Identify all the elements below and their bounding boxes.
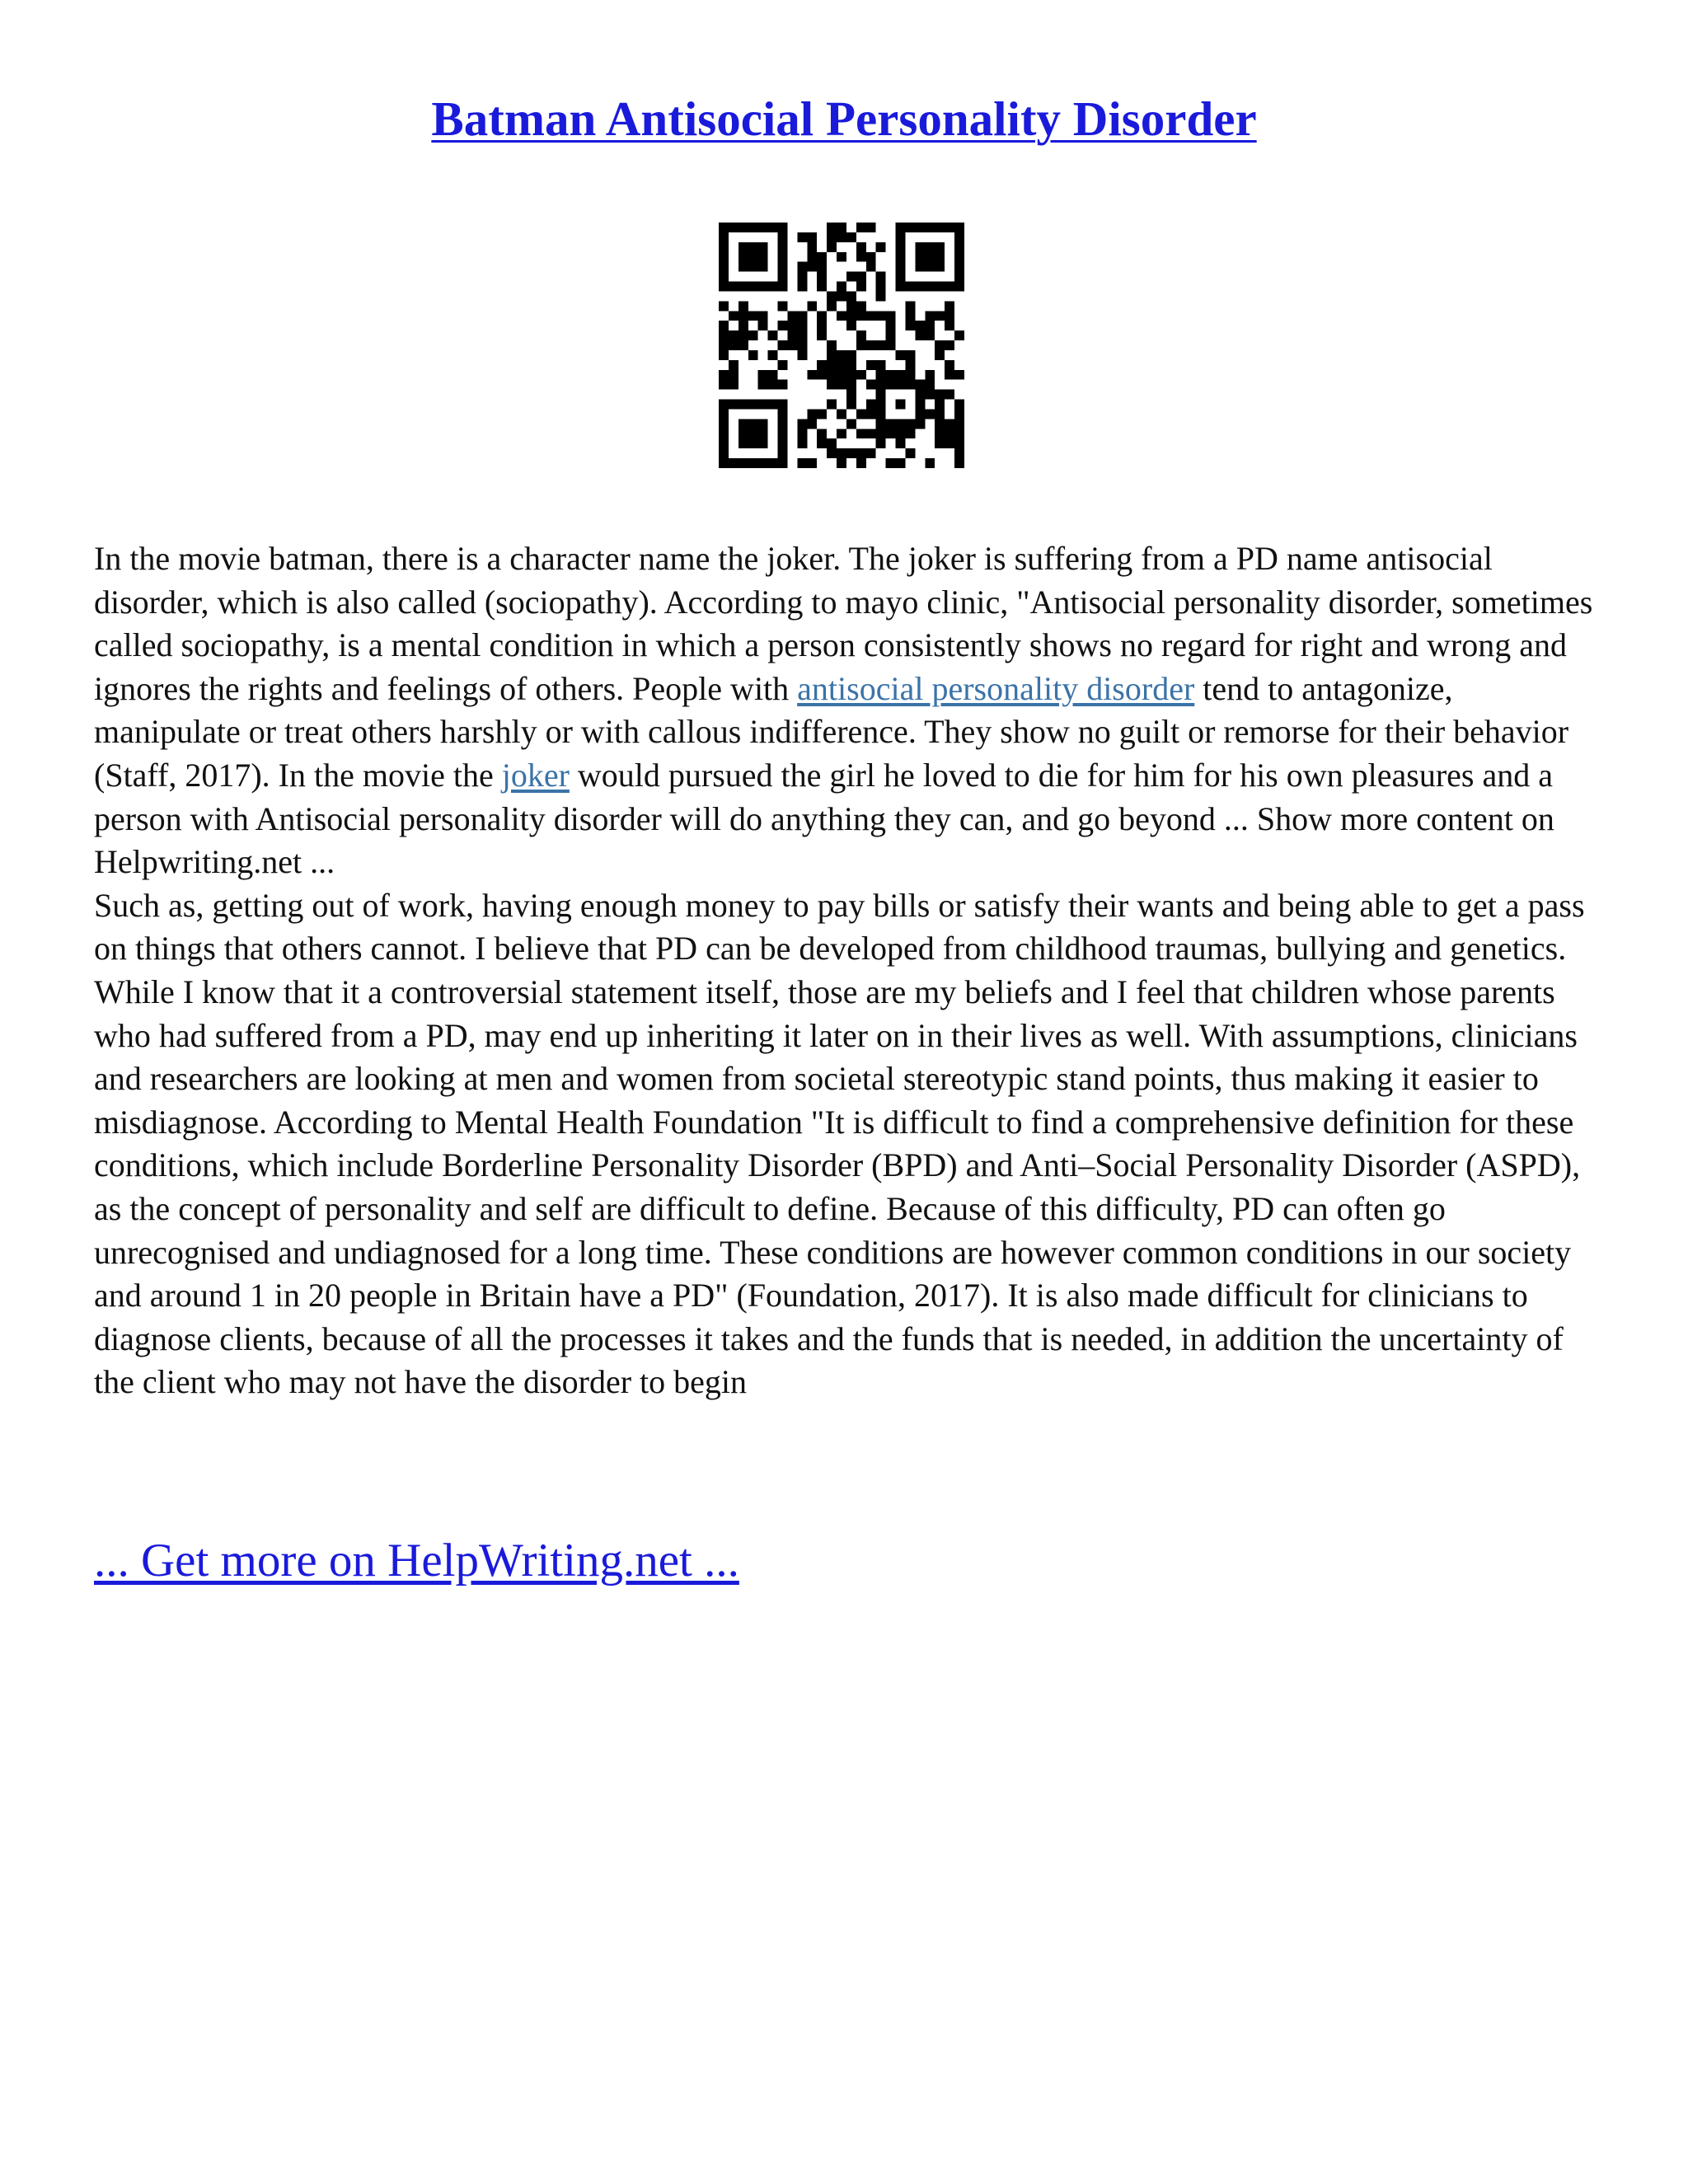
paragraph-1-text-a: In the movie batman, there is a character name the joker. The joker is suffering from a PD name antisocial disorder, which is also called (sociopathy). According to mayo clinic, "Antisocial personality disorder, sometimes called sociopathy, is a mental condition in which a person consistently shows no regard for right and wrong and ignores the rights and feelings of others. People with bbox=[94, 540, 1593, 707]
qr-code-graphic bbox=[719, 223, 964, 468]
paragraph-1 bbox=[94, 537, 1602, 884]
paragraph-1-text-c: would pursued the girl he loved to die for him for his own pleasures and a person with Antisocial personality disorder will do anything they can, and go beyond ... Show more content on Helpwriting.net ... bbox=[94, 756, 1554, 881]
article-body bbox=[94, 537, 1602, 1404]
paragraph-1-text-b: tend to antagonize, manipulate or treat others harshly or with callous indifference. They show no guilt or remorse for their behavior (Staff, 2017). In the movie the bbox=[94, 669, 1569, 794]
qr-code bbox=[719, 223, 964, 468]
get-more-link[interactable]: ... Get more on HelpWriting.net ... bbox=[94, 1535, 739, 1586]
title-link[interactable]: Batman Antisocial Personality Disorder bbox=[431, 91, 1257, 146]
get-more-paragraph bbox=[94, 1533, 739, 1589]
antisocial-personality-disorder-link[interactable]: antisocial personality disorder bbox=[797, 669, 1195, 707]
paragraph-2: Such as, getting out of work, having enough money to pay bills or satisfy their wants and being able to get a pass on things that others cannot. I believe that PD can be developed from childhood traumas, bullying and genetics. While I know that it a controversial statement itself, those are my beliefs and I feel that children whose parents who had suffered from a PD, may end up inheriting it later on in their lives as well. With assumptions, clinicians and researchers are looking at men and women from societal stereotypic stand points, thus making it easier to misdiagnose. According to Mental Health Foundation "It is difficult to find a comprehensive definition for these conditions, which include Borderline Personality Disorder (BPD) and Anti–Social Personality Disorder (ASPD), as the concept of personality and self are difficult to define. Because of this difficulty, PD can often go unrecognised and undiagnosed for a long time. These conditions are however common conditions in our society and around 1 in 20 people in Britain have a PD" (Foundation, 2017). It is also made difficult for clinicians to diagnose clients, because of all the processes it takes and the funds that is needed, in addition the uncertainty of the client who may not have the disorder to begin bbox=[94, 886, 1585, 1401]
document-title bbox=[0, 89, 1688, 148]
joker-link[interactable]: joker bbox=[501, 756, 570, 794]
